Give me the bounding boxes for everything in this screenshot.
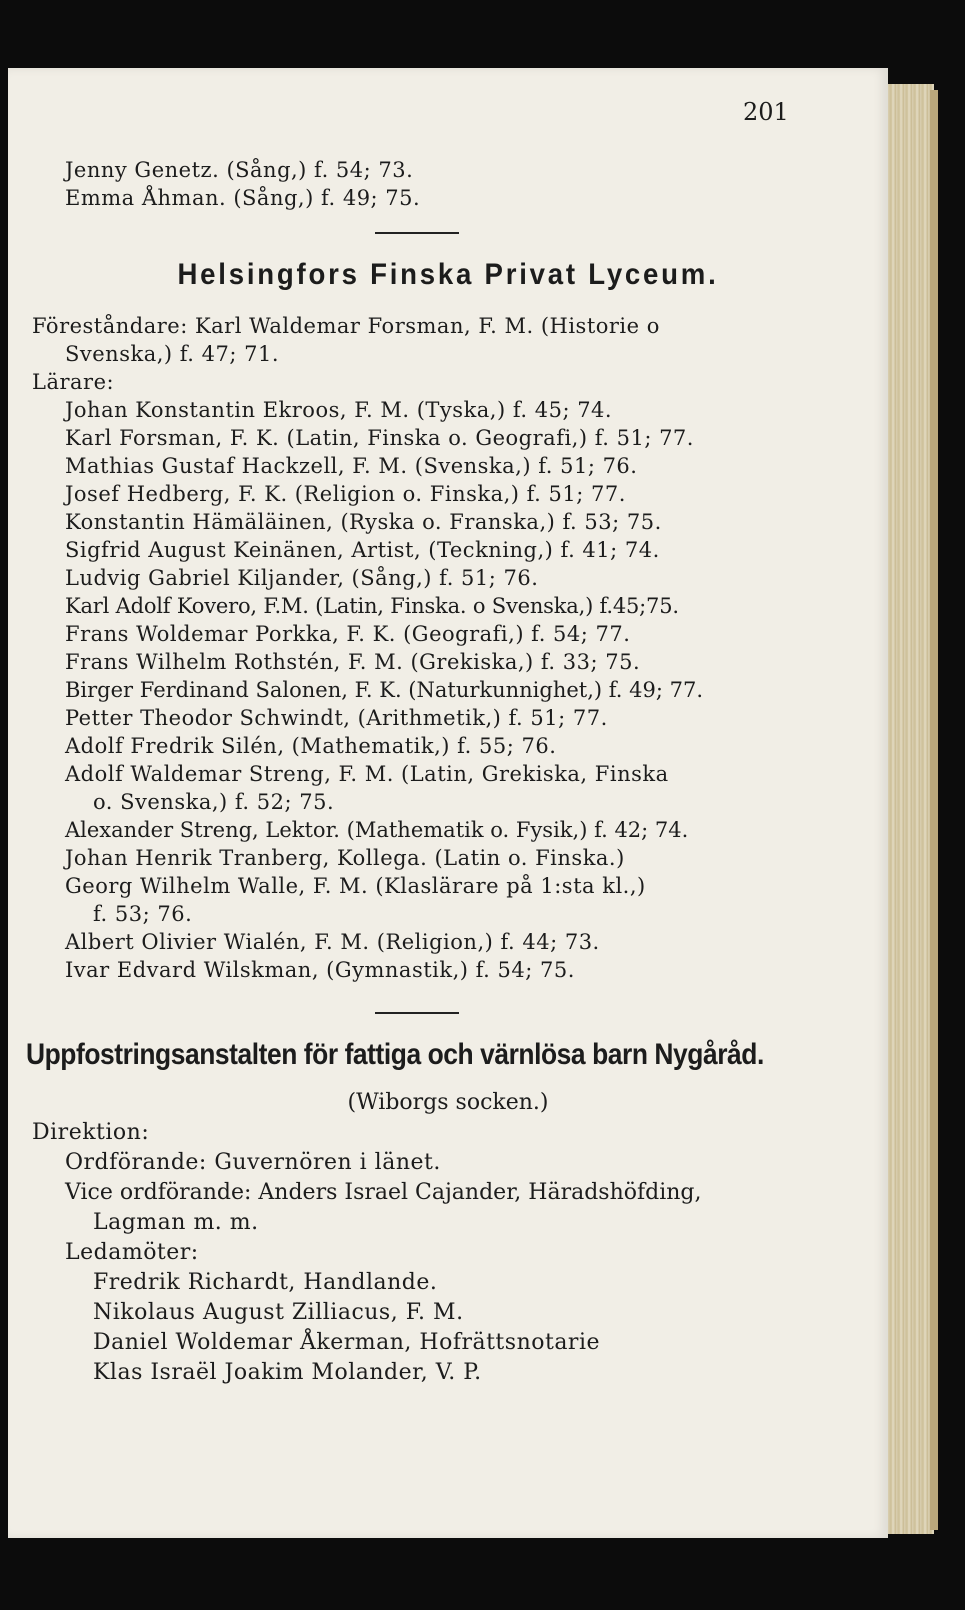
member-line: Klas Israël Joakim Molander, V. P. (93, 1360, 482, 1385)
teacher-line: Johan Konstantin Ekroos, F. M. (Tyska,) f. 45; 74. (65, 398, 613, 422)
teacher-line: Mathias Gustaf Hackzell, F. M. (Svenska,) f. 51; 76. (65, 454, 638, 478)
chair-line: Ordförande: Guvernören i länet. (65, 1150, 441, 1175)
teacher-line: Johan Henrik Tranberg, Kollega. (Latin o. Finska.) (65, 846, 625, 870)
director-line: Svenska,) f. 47; 71. (65, 342, 280, 366)
member-line: Daniel Woldemar Åkerman, Hofrättsnotarie (93, 1330, 601, 1355)
entry-line: Jenny Genetz. (Sång,) f. 54; 73. (65, 158, 414, 182)
institution-subheading: (Wiborgs socken.) (347, 1090, 549, 1115)
page-edges-right (930, 90, 938, 1530)
entry-line: Emma Åhman. (Sång,) f. 49; 75. (65, 186, 421, 210)
teacher-line: Adolf Fredrik Silén, (Mathematik,) f. 55; 76. (65, 734, 557, 758)
direction-label: Direktion: (32, 1120, 150, 1145)
teachers-label: Lärare: (32, 370, 115, 394)
teacher-line: Josef Hedberg, F. K. (Religion o. Finska,) f. 51; 77. (65, 482, 626, 506)
lyceum-heading: Helsingfors Finska Privat Lyceum. (177, 258, 719, 291)
section-divider (375, 1012, 459, 1014)
teacher-line: Karl Adolf Kovero, F.M. (Latin, Finska. o Svenska,) f.45;75. (65, 594, 679, 618)
teacher-line: f. 53; 76. (93, 902, 193, 926)
teacher-line: Georg Wilhelm Walle, F. M. (Klaslärare på 1:sta kl.,) (65, 874, 646, 898)
teacher-line: Petter Theodor Schwindt, (Arithmetik,) f. 51; 77. (65, 706, 608, 730)
institution-heading: Uppfostringsanstalten för fattiga och värnlösa barn Nygåråd. (26, 1038, 764, 1071)
book-page (8, 68, 888, 1538)
page-content (8, 68, 888, 1538)
vice-chair-line: Lagman m. m. (93, 1210, 259, 1235)
member-line: Fredrik Richardt, Handlande. (93, 1270, 438, 1295)
teacher-line: Ivar Edvard Wilskman, (Gymnastik,) f. 54; 75. (65, 958, 575, 982)
teacher-line: Adolf Waldemar Streng, F. M. (Latin, Grekiska, Finska (65, 762, 669, 786)
teacher-line: Karl Forsman, F. K. (Latin, Finska o. Geografi,) f. 51; 77. (65, 426, 694, 450)
teacher-line: Alexander Streng, Lektor. (Mathematik o. Fysik,) f. 42; 74. (65, 818, 689, 842)
section-divider (375, 232, 459, 234)
teacher-line: Frans Wilhelm Rothstén, F. M. (Grekiska,) f. 33; 75. (65, 650, 641, 674)
teacher-line: Birger Ferdinand Salonen, F. K. (Naturkunnighet,) f. 49; 77. (65, 678, 704, 702)
vice-chair-line: Vice ordförande: Anders Israel Cajander, Häradshöfding, (65, 1180, 702, 1205)
teacher-line: Ludvig Gabriel Kiljander, (Sång,) f. 51; 76. (65, 566, 539, 590)
director-line: Föreståndare: Karl Waldemar Forsman, F. M. (Historie o (32, 314, 660, 338)
members-label: Ledamöter: (65, 1240, 199, 1265)
member-line: Nikolaus August Zilliacus, F. M. (93, 1300, 464, 1325)
teacher-line: Albert Olivier Wialén, F. M. (Religion,) f. 44; 73. (65, 930, 600, 954)
teacher-line: Konstantin Hämäläinen, (Ryska o. Franska,) f. 53; 75. (65, 510, 662, 534)
teacher-line: Frans Woldemar Porkka, F. K. (Geografi,) f. 54; 77. (65, 622, 631, 646)
teacher-line: o. Svenska,) f. 52; 75. (93, 790, 335, 814)
teacher-line: Sigfrid August Keinänen, Artist, (Teckning,) f. 41; 74. (65, 538, 660, 562)
page-number: 201 (743, 98, 789, 126)
